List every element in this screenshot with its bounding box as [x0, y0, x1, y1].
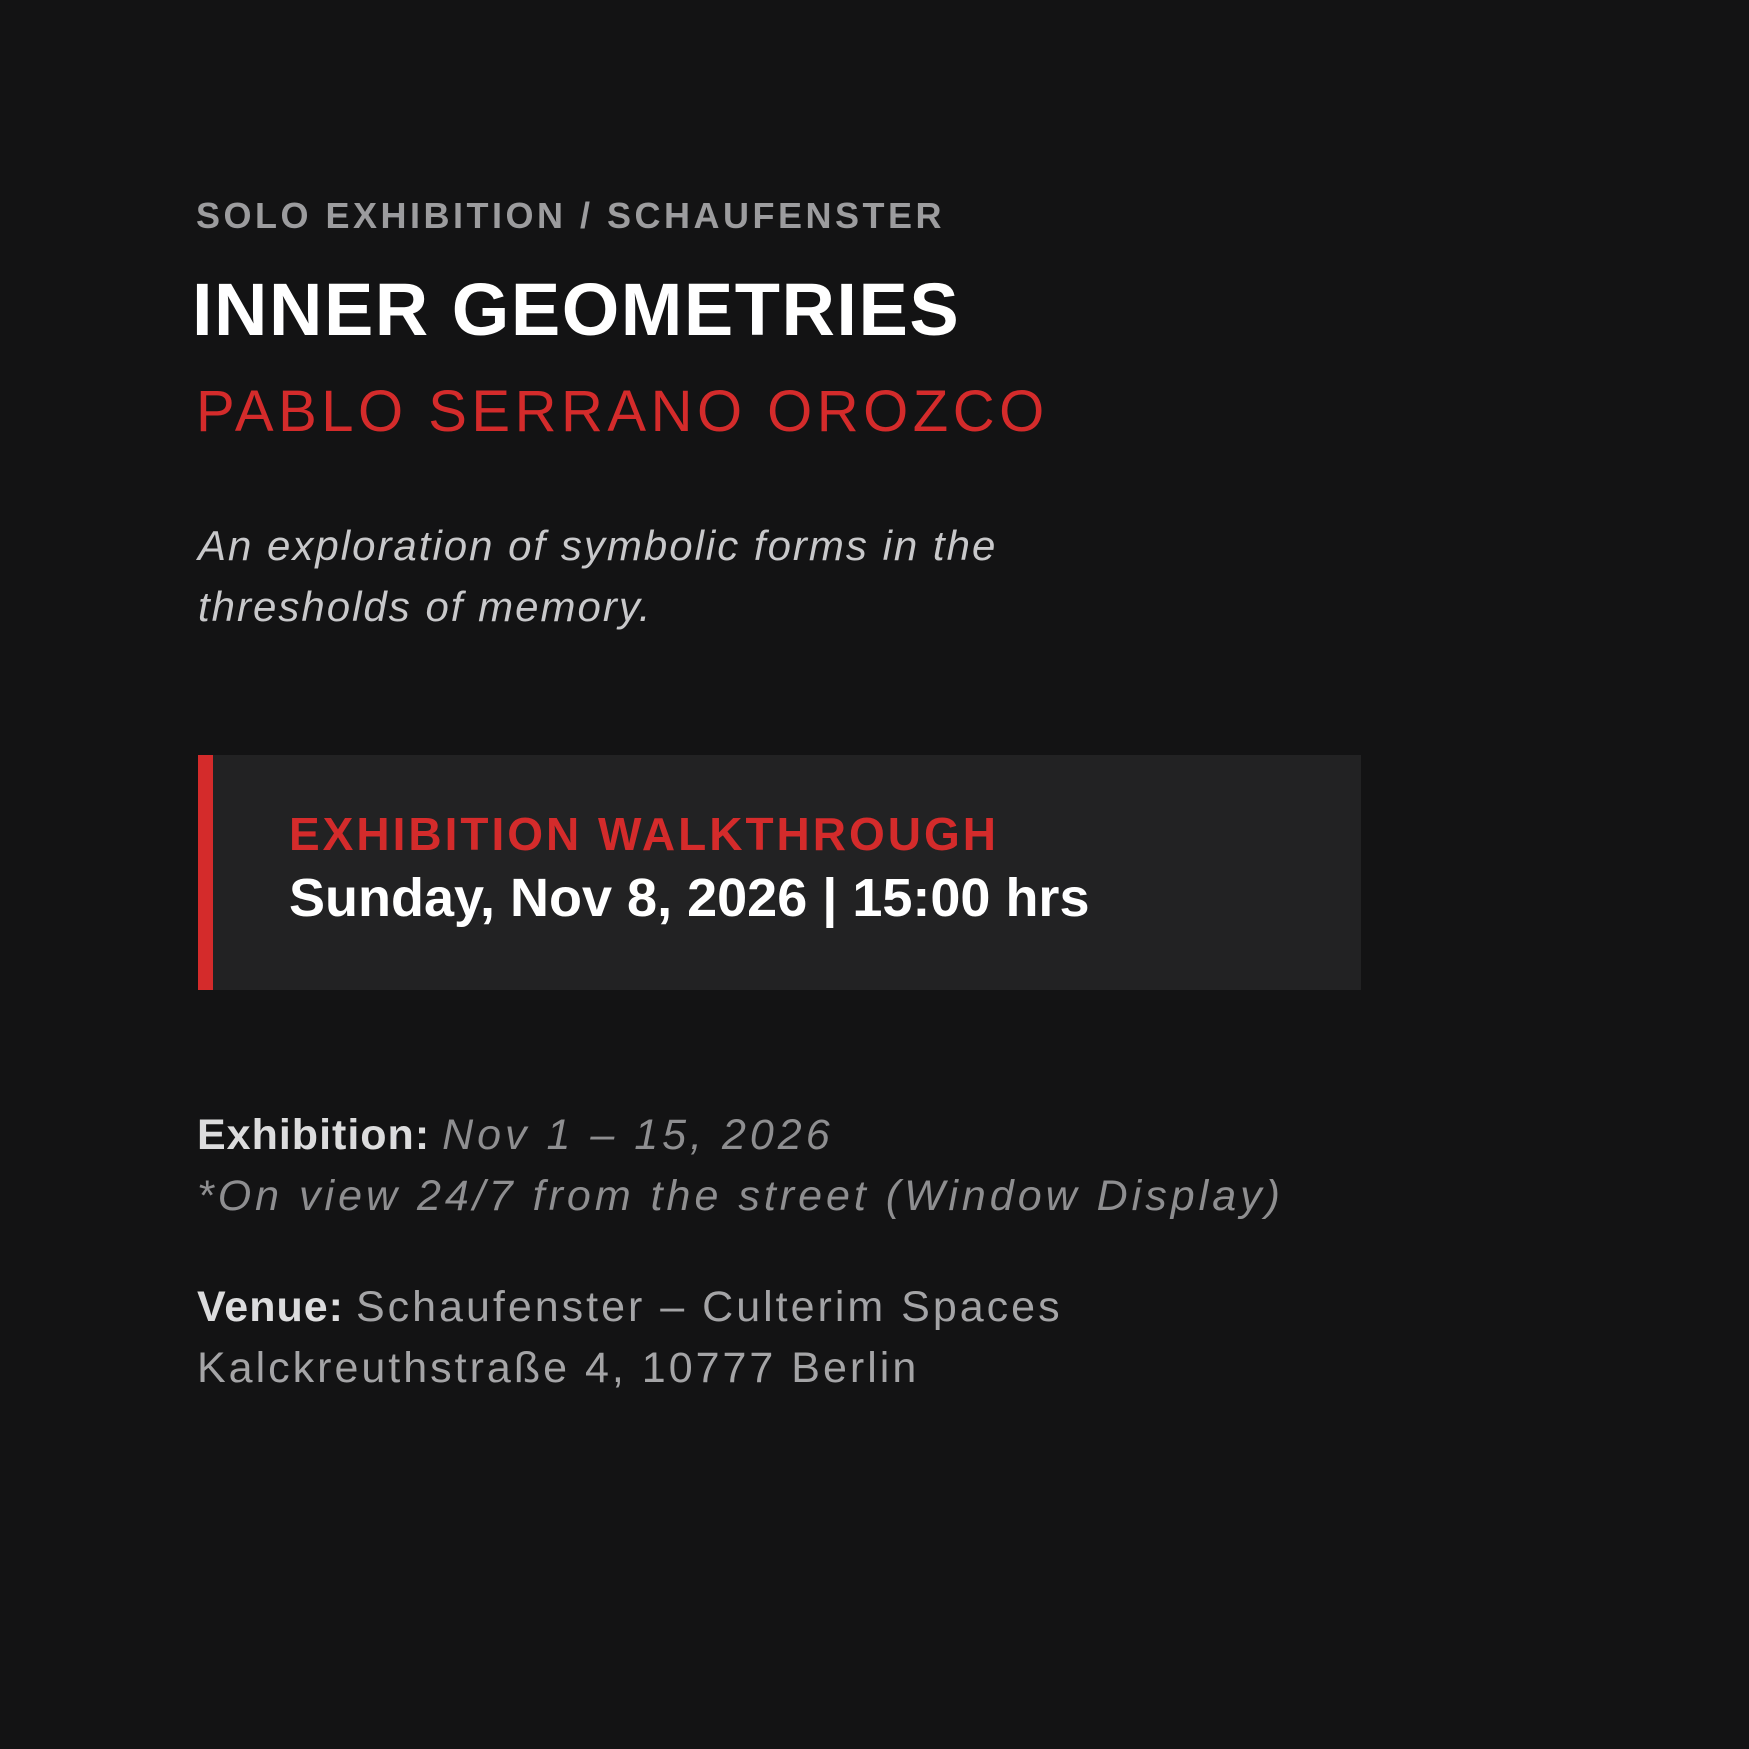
venue-address: Kalckreuthstraße 4, 10777 Berlin [197, 1344, 920, 1392]
details-spacer [197, 1227, 1597, 1277]
walkthrough-panel [198, 755, 1361, 990]
exhibition-viewing-note: *On view 24/7 from the street (Window Display) [197, 1172, 1284, 1220]
tagline-line-1: An exploration of symbolic forms in the [198, 522, 998, 569]
venue-name: Schaufenster – Culterim Spaces [355, 1283, 1063, 1331]
exhibition-dates-value: Nov 1 – 15, 2026 [442, 1111, 834, 1159]
exhibition-dates-row [197, 1105, 1597, 1166]
exhibition-title: INNER GEOMETRIES [192, 268, 961, 351]
venue-label: Venue: [197, 1283, 344, 1331]
venue-row [197, 1277, 1597, 1338]
tagline-line-2: thresholds of memory. [198, 583, 653, 630]
exhibition-tagline [198, 515, 1198, 637]
exhibition-category: SOLO EXHIBITION / SCHAUFENSTER [196, 195, 946, 236]
artist-name: PABLO SERRANO OROZCO [196, 379, 1049, 444]
exhibition-details [197, 1105, 1597, 1399]
walkthrough-label: EXHIBITION WALKTHROUGH [289, 808, 999, 860]
exhibition-dates-label: Exhibition: [197, 1111, 431, 1159]
walkthrough-date: Sunday, Nov 8, 2026 | 15:00 hrs [289, 868, 1090, 928]
